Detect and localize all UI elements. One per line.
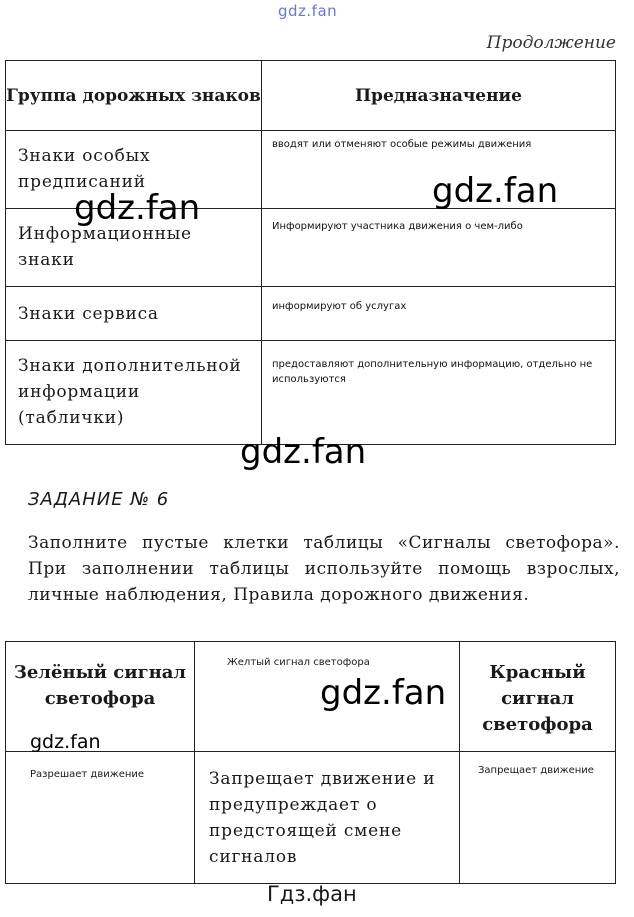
header-purpose: Предназначение [262,61,616,131]
table-row [6,341,616,445]
green-cell: Разрешает движение [6,752,195,884]
purpose-cell: Информируют участника движения о чем-либо [262,209,616,287]
group-cell: Знаки дополнительной информации (таблички) [6,341,262,445]
header-group: Группа дорожных знаков [6,61,262,131]
watermark: gdz.fan [74,188,201,228]
header-green: Зелёный сигнал светофора [6,642,195,752]
watermark: gdz.fan [30,731,101,753]
group-cell: Знаки сервиса [6,287,262,341]
watermark: gdz.fan [432,171,559,211]
red-cell: Запрещает движение [460,752,616,884]
task-text: Заполните пустые клетки таблицы «Сигналы светофора». При заполнении таблицы используйте помощь взрослых, личные наблюдения, Правила дорожного движения. [28,533,620,605]
continuation-label: Продолжение [486,33,616,53]
header-red: Красный сигнал светофора [460,642,616,752]
task-title: ЗАДАНИЕ № 6 [28,489,170,510]
yellow-cell: Запрещает движение и предупреждает о предстоящей смене сигналов [195,752,460,884]
traffic-lights-table [5,641,616,884]
purpose-cell: предоставляют дополнительную информацию, отдельно не используются [262,341,616,445]
watermark: gdz.fan [240,432,367,472]
group-cell: Информационные знаки [6,209,262,287]
table-row [6,752,616,884]
top-watermark: gdz.fan [278,2,338,20]
table-row [6,287,616,341]
purpose-cell: информируют об услугах [262,287,616,341]
road-signs-table [5,60,616,445]
watermark: gdz.fan [320,673,447,713]
header-yellow: Желтый сигнал светофора [195,642,460,752]
group-cell: Знаки особых предписаний [6,131,262,209]
table-header-row [6,61,616,131]
purpose-cell: вводят или отменяют особые режимы движения [262,131,616,209]
footer-watermark: Гдз.фан [267,882,357,906]
